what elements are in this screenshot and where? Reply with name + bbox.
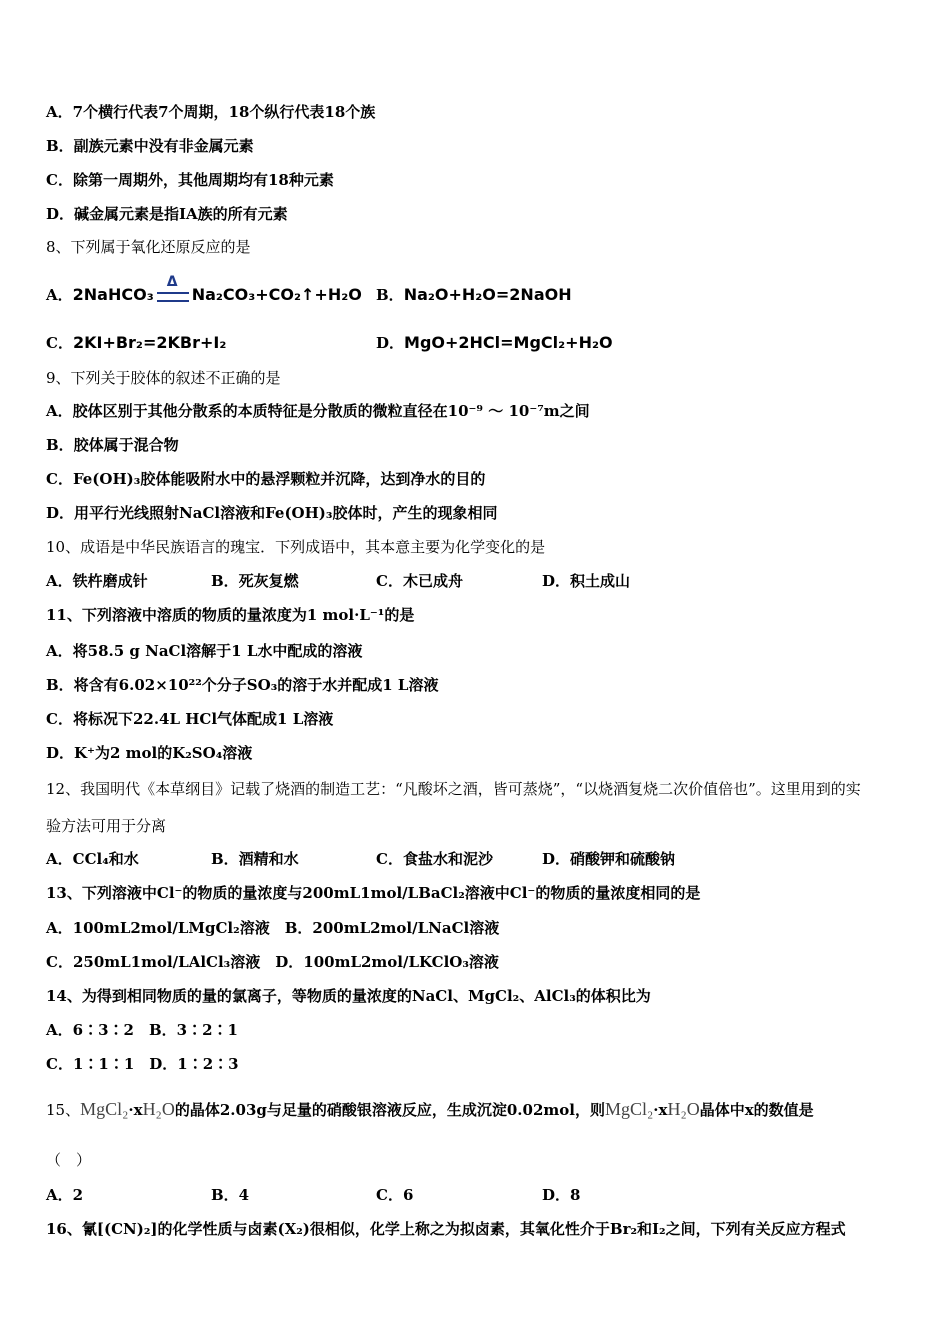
q11-option-c: C．将标况下22.4L HCl气体配成1 L溶液 — [46, 710, 334, 728]
q15-formula-water: H₂O — [142, 1099, 175, 1119]
q15-dot-x-2: ·x — [653, 1101, 668, 1119]
q15-stem-tail: 晶体中x的数值是 — [699, 1101, 814, 1119]
q7-option-c: C．除第一周期外，其他周期均有18种元素 — [46, 171, 334, 189]
q11-stem: 11、下列溶液中溶质的物质的量浓度为1 mol·L⁻¹的是 — [46, 606, 415, 624]
q14-options-ab: A．6∶3∶2 B．3∶2∶1 — [46, 1021, 238, 1039]
heat-condition-icon — [156, 274, 190, 306]
q15-stem-middle: 的晶体2.03g与足量的硝酸银溶液反应，生成沉淀0.02mol，则 — [174, 1101, 605, 1119]
q13-stem: 13、下列溶液中Cl⁻的物质的量浓度与200mL1mol/LBaCl₂溶液中Cl⁻的物质的量浓度相同的是 — [46, 884, 701, 902]
q11-option-b: B．将含有6.02×10²²个分子SO₃的溶于水并配成1 L溶液 — [46, 676, 439, 694]
q8-option-c-label: C． — [46, 334, 73, 352]
q8-option-a-reactant: 2NaHCO₃ — [72, 285, 154, 304]
q12-stem-line2: 验方法可用于分离 — [46, 817, 167, 835]
q8-option-d-equation: MgO+2HCl=MgCl₂+H₂O — [404, 333, 613, 352]
q7-option-b: B．副族元素中没有非金属元素 — [46, 137, 254, 155]
q9-option-c: C．Fe(OH)₃胶体能吸附水中的悬浮颗粒并沉降，达到净水的目的 — [46, 470, 486, 488]
q8-option-a-product: Na₂CO₃+CO₂↑+H₂O — [191, 285, 362, 304]
q10-stem: 10、成语是中华民族语言的瑰宝．下列成语中，其本意主要为化学变化的是 — [46, 538, 546, 556]
q8-option-a-label: A． — [46, 286, 73, 304]
q14-stem: 14、为得到相同物质的量的氯离子，等物质的量浓度的NaCl、MgCl₂、AlCl₃的体积比为 — [46, 987, 651, 1005]
q15-option-c: C．6 — [376, 1186, 414, 1204]
q8-option-c-equation: 2KI+Br₂=2KBr+I₂ — [72, 333, 227, 352]
q7-option-d: D．碱金属元素是指ⅠA族的所有元素 — [46, 205, 288, 223]
q13-options-cd: C．250mL1mol/LAlCl₃溶液 D．100mL2mol/LKClO₃溶液 — [46, 953, 499, 971]
q12-option-c: C．食盐水和泥沙 — [376, 850, 493, 868]
q12-option-d: D．硝酸钾和硫酸钠 — [542, 850, 676, 868]
q15-number: 15、 — [46, 1101, 81, 1119]
q9-option-a: A．胶体区别于其他分散系的本质特征是分散质的微粒直径在10⁻⁹ ～ 10⁻⁷m之间 — [46, 402, 590, 420]
q10-option-c: C．木已成舟 — [376, 572, 463, 590]
q16-stem: 16、氰[(CN)₂]的化学性质与卤素(X₂)很相似，化学上称之为拟卤素，其氧化性介于Br₂和I₂之间，下列有关反应方程式 — [46, 1220, 846, 1238]
q8-option-a — [46, 274, 362, 306]
q14-options-cd: C．1∶1∶1 D．1∶2∶3 — [46, 1055, 239, 1073]
q8-option-b-equation: Na₂O+H₂O=2NaOH — [403, 285, 572, 304]
q11-option-d: D．K⁺为2 mol的K₂SO₄溶液 — [46, 744, 253, 762]
q8-option-d — [376, 333, 613, 353]
q13-options-ab: A．100mL2mol/LMgCl₂溶液 B．200mL2mol/LNaCl溶液 — [46, 919, 500, 937]
q15-dot-x: ·x — [128, 1101, 143, 1119]
q7-option-a: A．7个横行代表7个周期，18个纵行代表18个族 — [46, 103, 376, 121]
q15-option-a: A．2 — [46, 1186, 84, 1204]
q8-option-c — [46, 333, 226, 353]
q15-stem — [46, 1099, 814, 1120]
q9-option-d: D．用平行光线照射NaCl溶液和Fe(OH)₃胶体时，产生的现象相同 — [46, 504, 498, 522]
q15-formula-mgcl2: MgCl₂ — [80, 1099, 129, 1119]
q15-option-b: B．4 — [211, 1186, 250, 1204]
q8-option-b-label: B． — [376, 286, 404, 304]
q15-answer-paren: （ ） — [46, 1151, 92, 1169]
q9-stem: 9、下列关于胶体的叙述不正确的是 — [46, 369, 281, 387]
q9-option-b: B．胶体属于混合物 — [46, 436, 179, 454]
q11-option-a: A．将58.5 g NaCl溶解于1 L水中配成的溶液 — [46, 642, 363, 660]
q10-option-a: A．铁杵磨成针 — [46, 572, 148, 590]
q8-option-d-label: D． — [376, 334, 405, 352]
q12-option-b: B．酒精和水 — [211, 850, 299, 868]
q15-formula-mgcl2-2: MgCl₂ — [604, 1099, 654, 1119]
q12-stem-line1: 12、我国明代《本草纲目》记载了烧酒的制造工艺：“凡酸坏之酒，皆可蒸烧”，“以烧酒复烧二次价值倍也”。这里用到的实 — [46, 780, 861, 798]
delta-symbol: Δ — [166, 274, 178, 290]
q8-option-b — [376, 285, 572, 305]
q12-option-a: A．CCl₄和水 — [46, 850, 139, 868]
q10-option-b: B．死灰复燃 — [211, 572, 299, 590]
q10-option-d: D．积土成山 — [542, 572, 631, 590]
q15-option-d: D．8 — [542, 1186, 581, 1204]
q15-formula-water-2: H₂O — [667, 1099, 700, 1119]
q8-stem: 8、下列属于氧化还原反应的是 — [46, 238, 251, 256]
